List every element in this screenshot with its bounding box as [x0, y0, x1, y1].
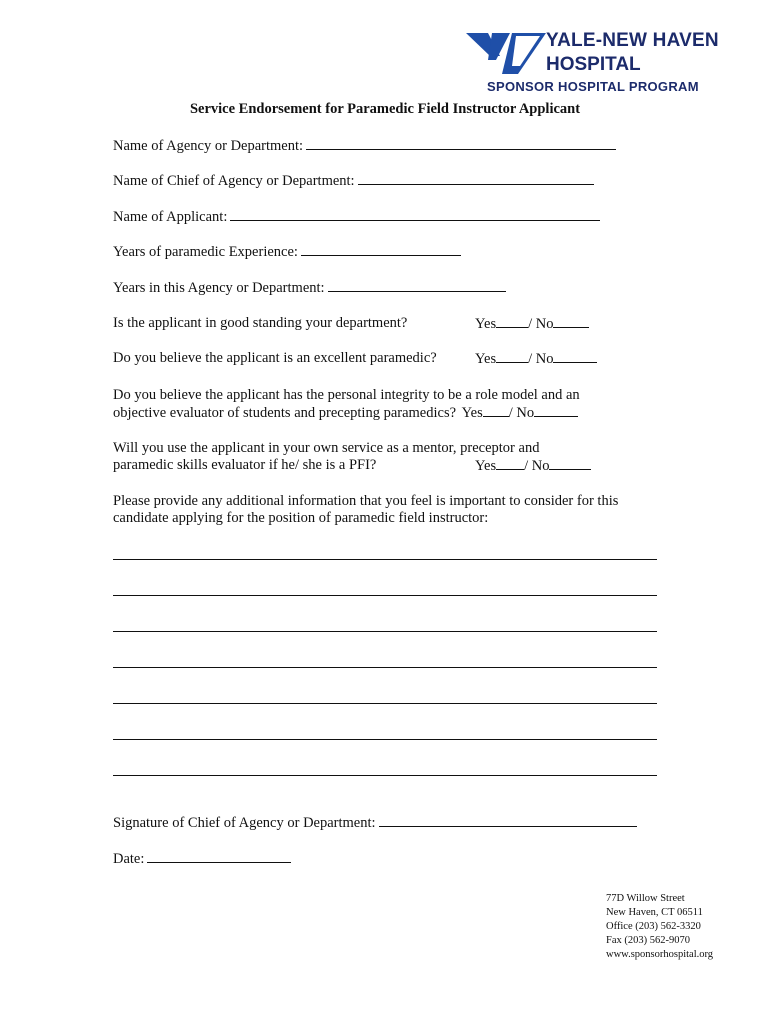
no-label: / No — [524, 458, 550, 474]
integrity-question-line-2 — [113, 404, 578, 422]
standing-yes-input[interactable] — [496, 315, 528, 328]
address-street: 77D Willow Street — [606, 893, 685, 904]
years-agency-label: Years in this Agency or Department: — [113, 280, 325, 296]
years-agency-input[interactable] — [328, 279, 506, 292]
agency-input[interactable] — [306, 137, 616, 150]
form-title: Service Endorsement for Paramedic Field Instructor Applicant — [189, 101, 581, 117]
standing-label: Is the applicant in good standing your department? — [113, 315, 408, 331]
comment-line[interactable] — [113, 667, 657, 668]
integrity-label-1: Do you believe the applicant has the personal integrity to be a role model and an — [113, 387, 580, 403]
integrity-yes-input[interactable] — [483, 404, 509, 417]
excellent-label: Do you believe the applicant is an excellent paramedic? — [113, 350, 437, 366]
comment-line[interactable] — [113, 595, 657, 596]
yes-label: Yes — [475, 458, 497, 474]
address-block — [606, 892, 713, 962]
agency-label: Name of Agency or Department: — [113, 138, 304, 154]
chief-label: Name of Chief of Agency or Department: — [113, 173, 355, 189]
address-web[interactable]: www.sponsorhospital.org — [606, 949, 714, 960]
date-label: Date: — [113, 851, 145, 867]
signature-label: Signature of Chief of Agency or Department: — [113, 815, 376, 831]
experience-label: Years of paramedic Experience: — [113, 244, 298, 260]
logo-line-3: SPONSOR HOSPITAL PROGRAM — [487, 79, 699, 94]
no-label: / No — [508, 405, 535, 421]
mentor-label-1: Will you use the applicant in your own service as a mentor, preceptor and — [113, 440, 540, 456]
standing-question — [113, 315, 407, 332]
excellent-no-input[interactable] — [553, 350, 597, 363]
excellent-yes-no — [475, 350, 597, 368]
comment-line[interactable] — [113, 559, 657, 560]
mentor-question-line-1 — [113, 440, 539, 457]
agency-field-row — [113, 137, 616, 155]
date-input[interactable] — [147, 850, 291, 863]
mentor-no-input[interactable] — [549, 457, 591, 470]
applicant-label: Name of Applicant: — [113, 209, 228, 225]
no-label: / No — [528, 316, 554, 332]
integrity-question-line-1 — [113, 387, 580, 404]
logo-mark-icon — [466, 30, 546, 80]
excellent-yes-input[interactable] — [496, 350, 528, 363]
mentor-yes-input[interactable] — [496, 457, 524, 470]
experience-input[interactable] — [301, 243, 461, 256]
comment-line[interactable] — [113, 775, 657, 776]
comment-line[interactable] — [113, 631, 657, 632]
mentor-question-line-2 — [113, 457, 376, 474]
standing-yes-no — [475, 315, 589, 333]
yes-label: Yes — [475, 316, 497, 332]
additional-info-prompt: Please provide any additional information that you feel is important to consider for this candidate applying for the position of paramedic field instructor: — [113, 493, 619, 526]
date-row — [113, 850, 291, 868]
address-city: New Haven, CT 06511 — [606, 907, 703, 918]
address-office: Office (203) 562-3320 — [606, 921, 701, 932]
yes-label: Yes — [461, 405, 483, 421]
chief-field-row — [113, 172, 594, 190]
years-agency-field-row — [113, 279, 506, 297]
yes-label: Yes — [475, 351, 497, 367]
integrity-label-2: objective evaluator of students and precepting paramedics? — [113, 405, 457, 421]
comment-line[interactable] — [113, 703, 657, 704]
no-label: / No — [528, 351, 554, 367]
comment-line[interactable] — [113, 739, 657, 740]
applicant-field-row — [113, 208, 600, 226]
chief-input[interactable] — [358, 172, 594, 185]
logo-line-2: HOSPITAL — [546, 54, 641, 75]
applicant-input[interactable] — [230, 208, 600, 221]
mentor-yes-no — [475, 457, 591, 475]
hospital-logo — [466, 30, 726, 100]
logo-line-1: YALE-NEW HAVEN — [546, 30, 719, 51]
experience-field-row — [113, 243, 461, 261]
excellent-question — [113, 350, 437, 367]
signature-input[interactable] — [379, 814, 637, 827]
integrity-no-input[interactable] — [534, 404, 578, 417]
signature-row — [113, 814, 637, 832]
standing-no-input[interactable] — [553, 315, 589, 328]
address-fax: Fax (203) 562-9070 — [606, 935, 690, 946]
mentor-label-2: paramedic skills evaluator if he/ she is a PFI? — [113, 457, 377, 473]
